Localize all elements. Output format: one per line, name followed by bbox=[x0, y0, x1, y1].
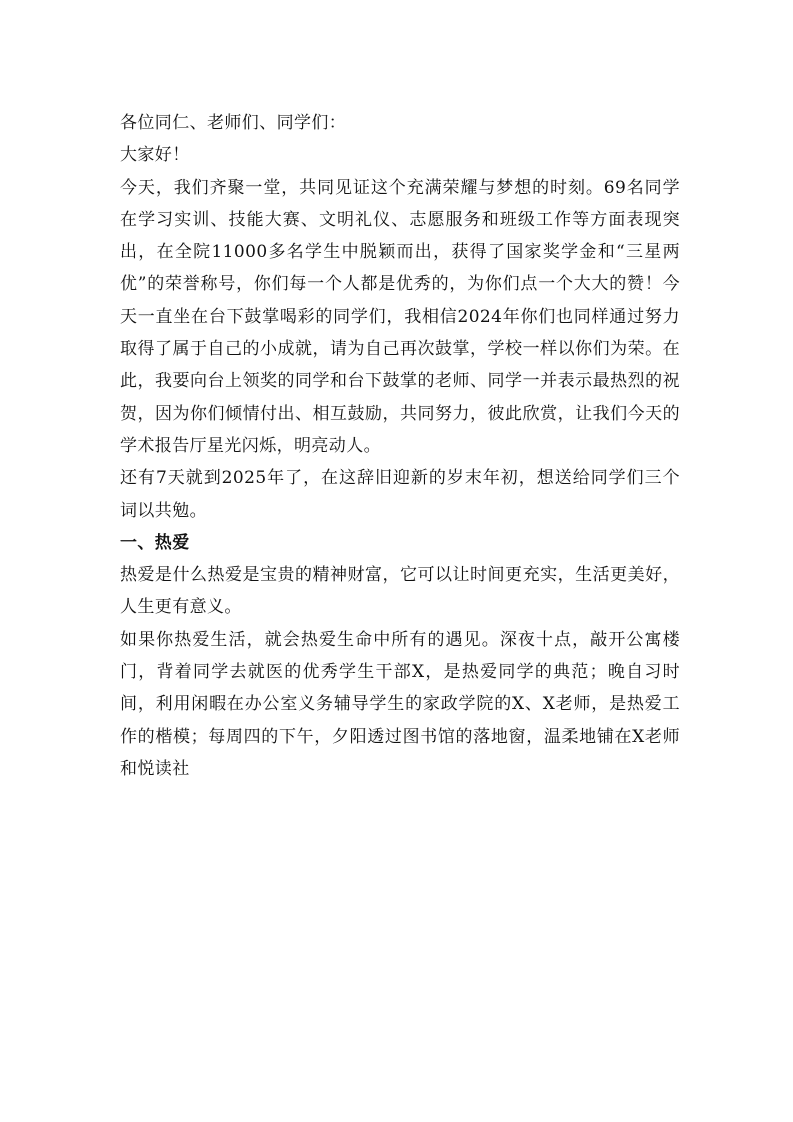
section-paragraph: 如果你热爱生活，就会热爱生命中所有的遇见。深夜十点，敲开公寓楼门，背着同学去就医的优秀学生干部X，是热爱同学的典范；晚自习时间，利用闲暇在办公室义务辅导学生的家政学院的X、X老师，是热爱工作的楷模；每周四的下午，夕阳透过图书馆的落地窗，温柔地铺在X老师和悦读社 bbox=[120, 629, 680, 779]
section-heading: 一、热爱 bbox=[120, 532, 190, 553]
greeting-line: 各位同仁、老师们、同学们： bbox=[120, 113, 347, 133]
hello-line: 大家好！ bbox=[120, 145, 190, 166]
speech-body bbox=[120, 107, 680, 785]
body-paragraph: 还有7天就到2025年了，在这辞旧迎新的岁末年初，想送给同学们三个词以共勉。 bbox=[120, 468, 680, 521]
section-paragraph: 热爱是什么热爱是宝贵的精神财富，它可以让时间更充实，生活更美好，人生更有意义。 bbox=[120, 565, 680, 618]
body-paragraph: 今天，我们齐聚一堂，共同见证这个充满荣耀与梦想的时刻。69名同学在学习实训、技能大赛、文明礼仪、志愿服务和班级工作等方面表现突出，在全院11000多名学生中脱颖而出，获得了国家奖学金和“三星两优”的荣誉称号，你们每一个人都是优秀的，为你们点一个大大的赞！今天一直坐在台下鼓掌喝彩的同学们，我相信2024年你们也同样通过努力取得了属于自己的小成就，请为自己再次鼓掌，学校一样以你们为荣。在此，我要向台上领奖的同学和台下鼓掌的老师、同学一并表示最热烈的祝贺，因为你们倾情付出、相互鼓励，共同努力，彼此欣赏，让我们今天的学术报告厅星光闪烁，明亮动人。 bbox=[120, 177, 680, 456]
